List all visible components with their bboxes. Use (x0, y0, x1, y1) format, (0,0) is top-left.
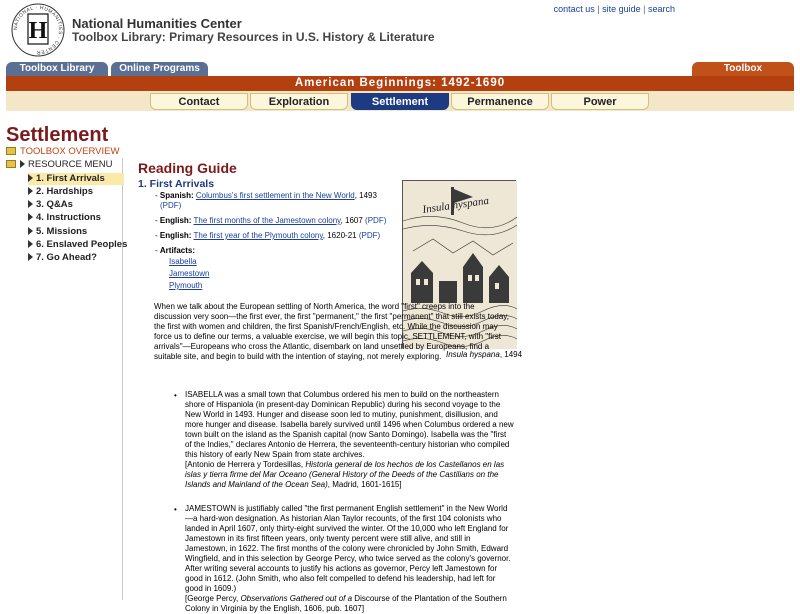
resource-link-plymouth[interactable]: The first year of the Plymouth colony (193, 231, 323, 240)
resource-link-columbus[interactable]: Columbus's first settlement in the New World (195, 191, 355, 200)
org-name: National Humanities Center (72, 16, 242, 31)
site-header (0, 0, 800, 62)
folder-open-icon (6, 160, 16, 168)
nav-settlement[interactable]: Settlement (351, 93, 449, 110)
resource-item: - Artifacts: Isabella Jamestown Plymouth (155, 246, 395, 292)
site-subtitle: Toolbox Library: Primary Resources in U.S. History & Literature (72, 30, 435, 44)
nav-contact[interactable]: Contact (150, 93, 248, 110)
svg-text:H: H (28, 18, 48, 44)
sidebar-item-enslaved-peoples[interactable]: 6. Enslaved Peoples (28, 239, 124, 251)
svg-text:NATIONAL · HUMANITIES · CENTER: NATIONAL · HUMANITIES · CENTER (12, 4, 64, 56)
caret-right-icon (20, 160, 25, 168)
sidebar-item-first-arrivals[interactable]: 1. First Arrivals (28, 173, 124, 185)
resource-item: - English: The first year of the Plymouth colony, 1620-21 (PDF) (155, 231, 381, 240)
tab-online-programs[interactable]: Online Programs (111, 62, 208, 76)
sidebar-item-instructions[interactable]: 4. Instructions (28, 212, 124, 224)
woodcut-inscription: Insula hyspana (421, 194, 490, 216)
banner-title: American Beginnings: 1492-1690 (6, 76, 794, 91)
first-arrivals-heading: 1. First Arrivals (138, 178, 215, 190)
nav-permanence[interactable]: Permanence (451, 93, 549, 110)
site-guide-link[interactable]: site guide (602, 4, 641, 14)
artifact-link-plymouth[interactable]: Plymouth (169, 281, 203, 290)
nav-exploration[interactable]: Exploration (250, 93, 348, 110)
artifact-link-isabella[interactable]: Isabella (169, 257, 197, 266)
artifact-link-jamestown[interactable]: Jamestown (169, 269, 210, 278)
nav-power[interactable]: Power (551, 93, 649, 110)
isabella-citation: [Antonio de Herrera y Tordesillas, Historia general de los hechos de los Castellanos en las islas y tierra firme del Mar Oceano (General History of the Deeds of the Castilians on the Islands and Mainland of the Ocean Sea), Madrid, 1601-1615] (185, 460, 505, 489)
tab-toolbox-library[interactable]: Toolbox Library (6, 62, 108, 76)
sidebar-item-go-ahead[interactable]: 7. Go Ahead? (28, 252, 124, 264)
caret-right-icon (28, 187, 33, 195)
jamestown-paragraph: JAMESTOWN is justifiably called "the first permanent English settlement" in the New World—a hard-won designation. As historian Alan Taylor recounts, of the first 104 colonists who landed in April 1607, only thirty-eight survived the winter. Of the 10,000 who left England for Jamestown in its first fifteen years, only twenty percent were still alive, and still in Jamestown, in 1622. The first months of the colony were chronicled by John Smith, Edward Wingfield, and in this selection by George Percy, who twice served as the colony's governor. After writing several accounts to justify his actions as governor, Percy left Jamestown for good in 1612. (John Smith, who also felt compelled to defend his leadership, had left for good in 1609.) [George Percy, Observations Gathered out of a Discourse of the Plantation of the Southern Colony in Virginia by the English, 1606, pub. 1607] (185, 504, 515, 614)
pdf-link[interactable]: (PDF) (160, 201, 182, 210)
resource-item: - English: The first months of the Jamestown colony, 1607 (PDF) (155, 216, 387, 225)
sidebar-item-missions[interactable]: 5. Missions (28, 226, 124, 238)
sidebar-resource-menu[interactable]: RESOURCE MENU (6, 159, 112, 171)
pdf-link[interactable]: (PDF) (358, 231, 381, 240)
contact-us-link[interactable]: contact us (553, 4, 595, 14)
image-caption: Insula hyspana, 1494 (446, 350, 523, 359)
caret-right-icon (28, 213, 33, 221)
caret-right-icon (28, 253, 33, 261)
tab-toolbox[interactable]: Toolbox (692, 62, 794, 76)
search-link[interactable]: search (647, 4, 675, 14)
isabella-paragraph: ISABELLA was a small town that Columbus ordered his men to build on the northeastern shore of Hispaniola (in present-day Dominican Republic) during his second voyage to the New World in 1493. Hunger and disease soon led to mutiny, punishment, disillusion, and more hunger and disease. Isabella barely survived until 1496 when Columbus ordered a new town built on the island as the Spanish capital (now Santo Domingo). Isabella was the "first of the Indies," declares Antonio de Herrera, the seventeenth-century historian who compiled this history of early New Spain from state archives. [Antonio de Herrera y Tordesillas, Historia general de los hechos de los Castellanos en las islas y tierra firme del Mar Oceano (General History of the Deeds of the Castilians on the Islands and Mainland of the Ocean Sea), Madrid, 1601-1615] (185, 390, 514, 489)
intro-paragraph: When we talk about the European settling of North America, the word "first" creeps into the discussion very soon—the first ever, the first "permanent," the first "permanent" that still exists today, the first with women and children, the first Spanish/French/English, etc. While the discussion may force us to define our terms, a valuable exercise, we will begin this topic, SETTLEMENT, with "first arrivals"—Europeans who cross the Atlantic, disembark on land unsettled by Europeans, find a suitable site, and begin to build with the intention of staying, not merely exploring. (154, 302, 509, 361)
sidebar-item-hardships[interactable]: 2. Hardships (28, 186, 124, 198)
reading-guide-heading: Reading Guide (138, 160, 237, 176)
caret-right-icon (28, 240, 33, 248)
caret-right-icon (28, 174, 33, 182)
sidebar-item-qas[interactable]: 3. Q&As (28, 199, 124, 211)
jamestown-citation: [George Percy, Observations Gathered out of a Discourse of the Plantation of the Southern Colony in Virginia by the English, 1606, pub. 1607] (185, 594, 507, 613)
caret-right-icon (28, 227, 33, 235)
top-tabs (0, 62, 800, 76)
caret-right-icon (28, 200, 33, 208)
artifact-links (169, 256, 395, 292)
resource-list (155, 191, 395, 297)
resource-link-jamestown[interactable]: The first months of the Jamestown colony (193, 216, 341, 225)
pdf-link[interactable]: (PDF) (365, 216, 387, 225)
resource-item: - Spanish: Columbus's first settlement in the New World, 1493 (PDF) (155, 191, 377, 210)
folder-icon (6, 147, 16, 155)
sidebar-overview[interactable]: TOOLBOX OVERVIEW (6, 146, 119, 158)
bullet-icon: • (174, 391, 177, 400)
sidebar-divider (122, 158, 123, 600)
bullet-icon: • (174, 505, 177, 514)
top-links: contact us | site guide | search (553, 4, 675, 14)
nhc-logo[interactable] (10, 2, 66, 58)
section-title: Settlement (6, 124, 109, 146)
